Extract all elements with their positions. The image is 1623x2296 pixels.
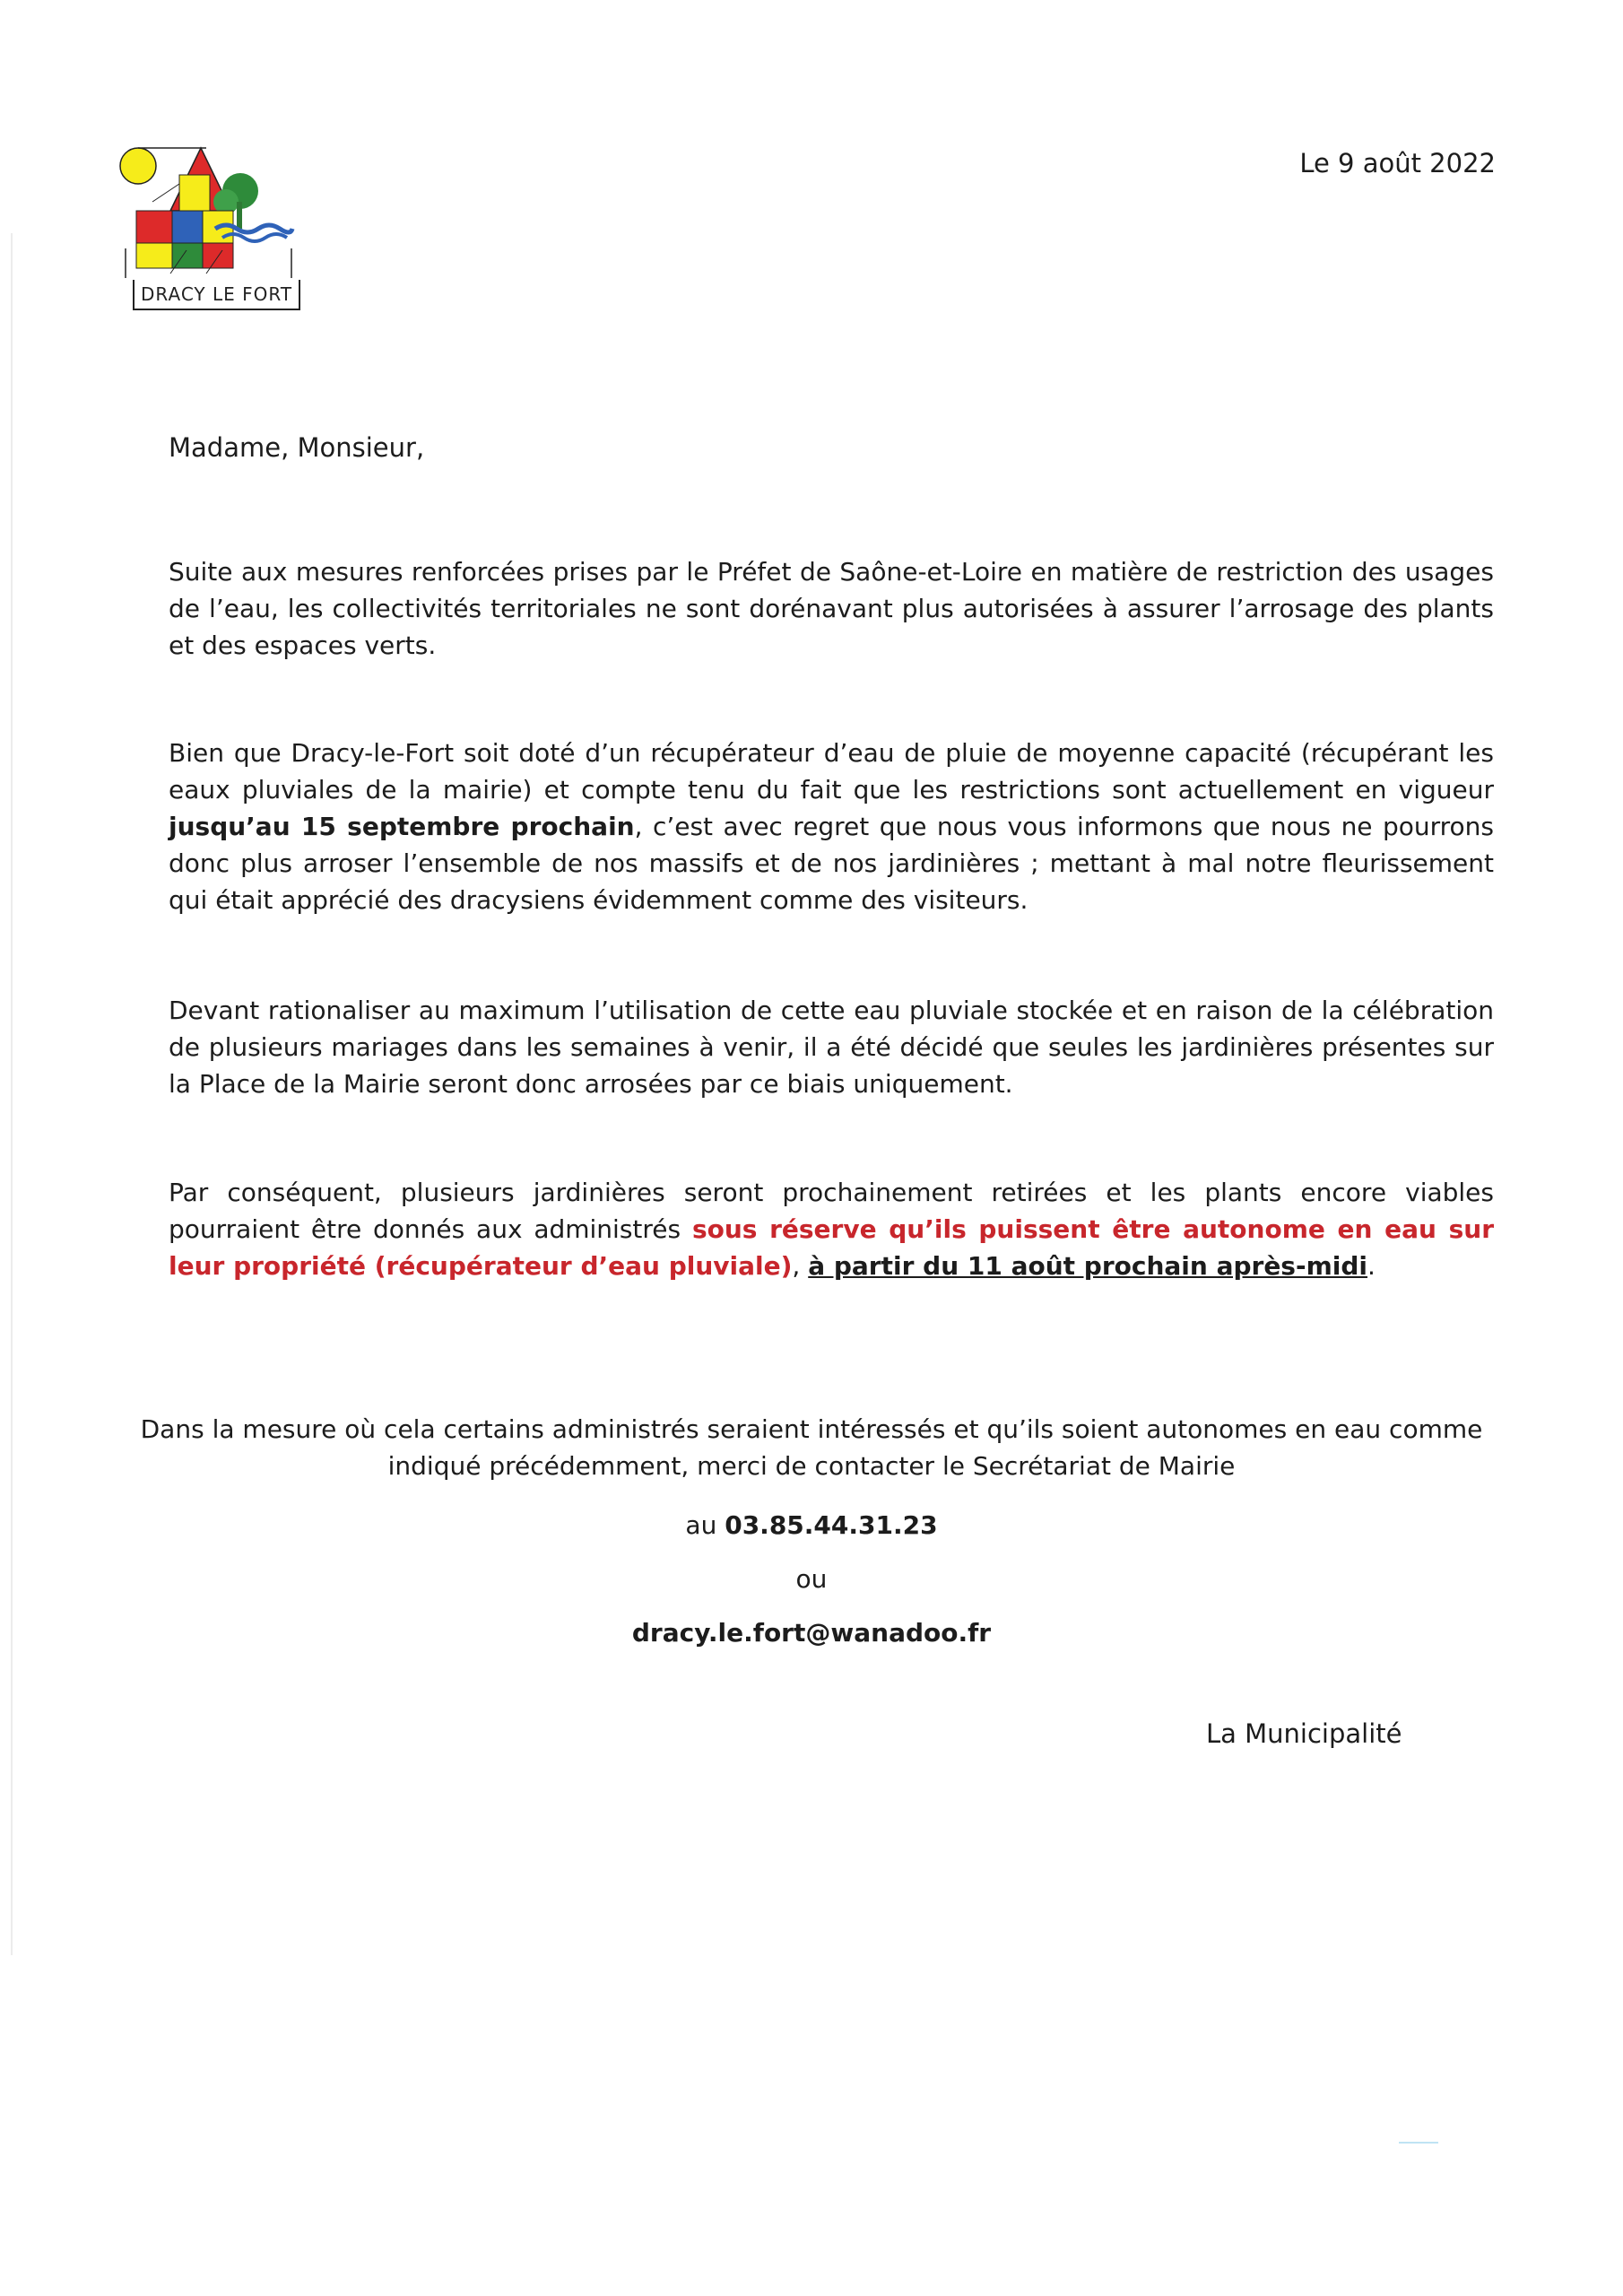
paragraph-rain-collector <box>169 735 1494 918</box>
scan-edge <box>11 233 13 1955</box>
logo-caption: DRACY LE FORT <box>133 280 300 310</box>
restriction-end-date: jusqu’au 15 septembre prochain <box>169 812 635 841</box>
giveaway-date: à partir du 11 août prochain après-midi <box>808 1251 1368 1281</box>
condition-highlight: sous réserve qu’ils puissent être autonome en eau sur leur propriété (récupérateur d’eau pluviale) <box>169 1214 1495 1281</box>
paragraph-2-text-2: , c’est avec regret que nous vous informons que nous ne pourrons donc plus arroser l’ensemble de nos massifs et de nos jardinières ; mettant à mal notre fleurissement qui était apprécié des dracysiens évidemment comme des visiteurs. <box>169 812 1495 915</box>
paragraph-2-text-1: Bien que Dracy-le-Fort soit doté d’un récupérateur d’eau de pluie de moyenne capacité (récupérant les eaux pluviales de la mairie) et compte tenu du fait que les restrictions sont actuellement en vigueur <box>169 738 1494 804</box>
paragraph-4-comma: , <box>792 1251 809 1281</box>
paragraph-town-square: Devant rationaliser au maximum l’utilisation de cette eau pluviale stockée et en raison de la célébration de plusieurs mariages dans les semaines à venir, il a été décidé que seules les jardinières présentes sur la Place de la Mairie seront donc arrosées par ce biais uniquement. <box>169 996 1494 1099</box>
village-logo-icon <box>117 139 296 283</box>
village-logo <box>117 139 296 318</box>
paragraph-water-restriction: Suite aux mesures renforcées prises par le Préfet de Saône-et-Loire en matière de restriction des usages de l’eau, les collectivités territoriales ne sont dorénavant plus autorisées à assurer l’arrosage des plants et des espaces verts. <box>169 557 1494 660</box>
signature: La Municipalité <box>1206 1718 1402 1749</box>
letter-date: Le 9 août 2022 <box>1299 148 1496 178</box>
contact-email: dracy.le.fort@wanadoo.fr <box>631 1618 992 1648</box>
contact-or: ou <box>795 1564 828 1594</box>
contact-intro: Dans la mesure où cela certains administrés seraient intéressés et qu’ils soient autonomes en eau comme indiqué précédemment, merci de contacter le Secrétariat de Mairie <box>140 1414 1483 1481</box>
scan-mark <box>1399 2142 1438 2144</box>
salutation: Madame, Monsieur, <box>169 432 425 463</box>
paragraph-4-text-1: Par conséquent, plusieurs jardinières seront prochainement retirées et les plants encore viables pourraient être donnés aux administrés <box>169 1178 1494 1244</box>
phone-number: 03.85.44.31.23 <box>725 1510 938 1540</box>
contact-phone-line <box>126 1507 1497 1544</box>
paragraph-4-end: . <box>1367 1251 1376 1281</box>
phone-prefix: au <box>685 1510 725 1540</box>
paragraph-plant-giveaway <box>169 1174 1494 1284</box>
